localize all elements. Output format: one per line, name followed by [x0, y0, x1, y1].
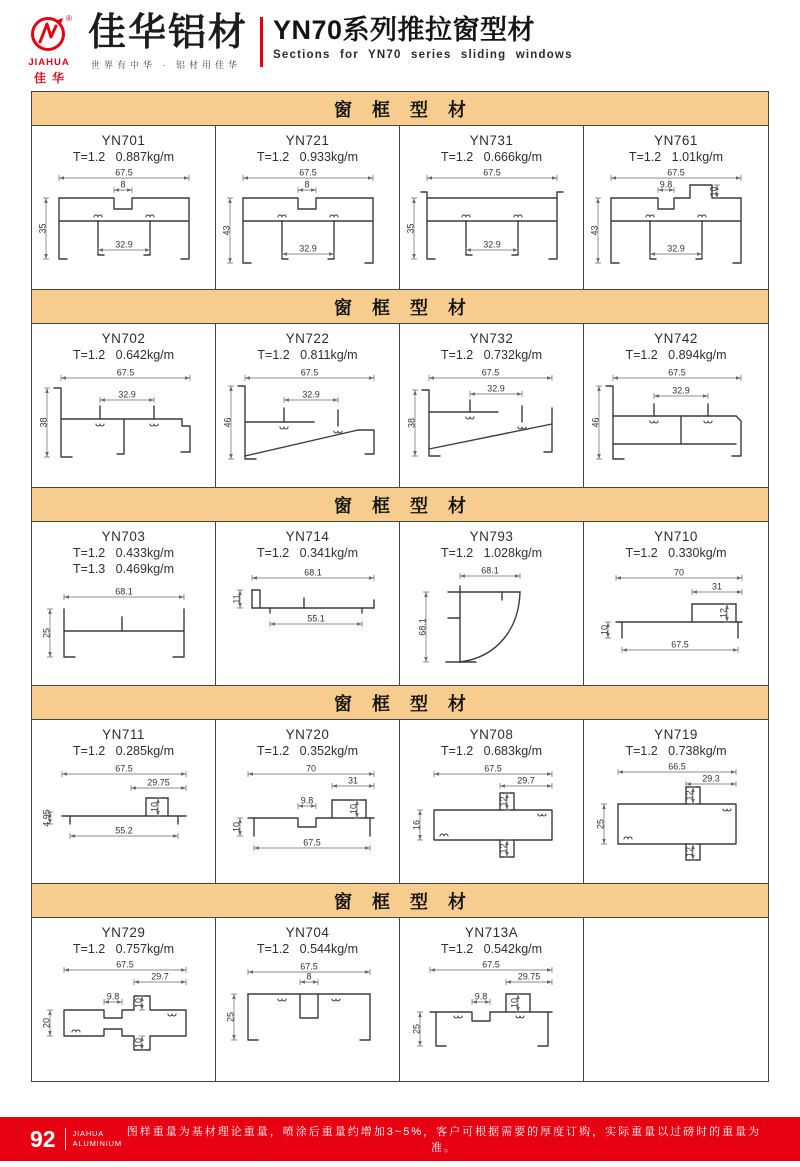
svg-text:29.75: 29.75 [146, 777, 170, 788]
svg-text:46: 46 [222, 417, 232, 428]
profile-code: YN719 [654, 727, 698, 742]
svg-text:8: 8 [303, 179, 310, 190]
profile-drawing-YN711 [34, 760, 214, 866]
profile-cell-YN761 [584, 126, 768, 289]
svg-text:70: 70 [673, 567, 685, 578]
svg-text:29.75: 29.75 [517, 971, 540, 982]
profile-code: YN722 [285, 331, 330, 346]
svg-text:32.9: 32.9 [672, 385, 690, 396]
profile-cell-YN721 [216, 126, 400, 289]
svg-text:12: 12 [684, 847, 695, 858]
profile-code: YN761 [654, 133, 698, 148]
profile-spec: T=1.2 0.894kg/m [625, 348, 727, 363]
svg-text:25: 25 [595, 819, 606, 830]
profile-cell-YN742 [584, 324, 768, 487]
profile-drawing-YN722 [218, 364, 398, 470]
profile-drawing-YN710 [586, 562, 766, 668]
svg-text:68.1: 68.1 [303, 567, 322, 578]
page-header [0, 0, 800, 88]
profile-spec: T=1.2 0.738kg/m [625, 744, 727, 759]
profile-drawing-YN708 [402, 760, 582, 866]
svg-text:12: 12 [498, 843, 508, 854]
header-divider [260, 17, 263, 67]
logo-text-en: JIAHUA [28, 57, 70, 68]
profile-row [32, 720, 768, 883]
profile-drawing-YN719 [586, 760, 766, 866]
svg-text:32.9: 32.9 [117, 389, 136, 400]
profile-code: YN732 [469, 331, 514, 346]
svg-text:8: 8 [119, 179, 126, 190]
page-number: 92 [30, 1125, 56, 1152]
svg-text:10: 10 [149, 802, 159, 813]
svg-text:55.2: 55.2 [114, 825, 133, 836]
profile-code: YN793 [469, 529, 514, 544]
registered-mark: ® [66, 14, 72, 23]
profile-table [31, 91, 769, 1082]
svg-text:25: 25 [225, 1012, 235, 1023]
svg-text:16: 16 [411, 820, 421, 831]
svg-text:67.5: 67.5 [114, 763, 133, 774]
svg-text:35: 35 [37, 223, 47, 234]
section-title: 窗框型材 [32, 92, 768, 126]
svg-text:11: 11 [231, 594, 241, 605]
svg-text:10: 10 [133, 1038, 143, 1049]
profile-row [32, 126, 768, 289]
profile-section-1 [32, 92, 768, 289]
series-title-cn: YN70系列推拉窗型材 [273, 15, 536, 45]
profile-drawing-YN732 [402, 364, 582, 470]
profile-drawing-YN703 [34, 579, 214, 685]
profile-section-3 [32, 487, 768, 685]
footer-divider [65, 1128, 66, 1150]
svg-text:29.7: 29.7 [516, 775, 535, 786]
svg-text:67.5: 67.5 [298, 167, 317, 178]
svg-text:32.9: 32.9 [482, 239, 501, 250]
svg-text:67.5: 67.5 [481, 959, 500, 970]
section-title: 窗框型材 [32, 685, 768, 720]
logo-text-cn: 佳华 [33, 71, 70, 85]
svg-text:9.8: 9.8 [659, 179, 673, 190]
profile-cell-YN711 [32, 720, 216, 883]
svg-text:12: 12 [684, 790, 695, 801]
profile-spec: T=1.3 0.469kg/m [72, 562, 175, 577]
jiahua-logo [14, 14, 84, 86]
profile-spec: T=1.2 0.352kg/m [256, 744, 359, 759]
svg-text:70: 70 [305, 763, 316, 774]
svg-text:29.7: 29.7 [150, 971, 169, 982]
footer-brand-line2: ALUMINIUM [72, 1139, 122, 1148]
profile-code: YN713A [464, 925, 519, 940]
svg-text:29.3: 29.3 [702, 773, 720, 784]
svg-text:31: 31 [347, 775, 358, 786]
profile-drawing-YN793 [402, 562, 582, 668]
svg-text:32.9: 32.9 [301, 389, 320, 400]
svg-text:25: 25 [411, 1024, 421, 1035]
profile-section-5 [32, 883, 768, 1081]
svg-text:67.5: 67.5 [302, 837, 321, 848]
svg-text:38: 38 [406, 418, 416, 429]
profile-section-4 [32, 685, 768, 883]
profile-spec: T=1.2 1.028kg/m [440, 546, 543, 561]
page-footer [0, 1117, 800, 1161]
profile-spec: T=1.2 0.732kg/m [440, 348, 543, 363]
profile-drawing-YN729 [34, 958, 214, 1064]
profile-cell-YN714 [216, 522, 400, 685]
profile-code: YN720 [285, 727, 330, 742]
profile-code: YN742 [654, 331, 698, 346]
profile-spec: T=1.2 0.642kg/m [72, 348, 175, 363]
section-title: 窗框型材 [32, 289, 768, 324]
profile-cell-YN722 [216, 324, 400, 487]
profile-spec: T=1.2 0.811kg/m [257, 348, 358, 363]
section-title: 窗框型材 [32, 883, 768, 918]
profile-cell-YN731 [400, 126, 584, 289]
footer-brand [73, 1129, 122, 1149]
profile-code: YN711 [102, 727, 145, 742]
svg-text:12: 12 [498, 796, 508, 807]
profile-drawing-YN714 [218, 562, 398, 668]
svg-text:43: 43 [221, 225, 231, 236]
profile-spec: T=1.2 0.933kg/m [256, 150, 359, 165]
profile-row [32, 918, 768, 1081]
profile-cell-YN713A [400, 918, 584, 1081]
profile-code: YN710 [654, 529, 698, 544]
company-name: 佳华铝材 [88, 12, 249, 54]
profile-code: YN731 [469, 133, 514, 148]
profile-spec: T=1.2 0.887kg/m [72, 150, 175, 165]
profile-drawing-YN742 [586, 364, 766, 470]
profile-code: YN704 [285, 925, 330, 940]
profile-spec: T=1.2 0.683kg/m [440, 744, 543, 759]
series-title-en: Sections for YN70 series sliding windows [273, 48, 573, 61]
profile-cell-YN719 [584, 720, 768, 883]
profile-spec: T=1.2 0.285kg/m [72, 744, 175, 759]
svg-text:32.9: 32.9 [667, 243, 685, 254]
svg-text:67.5: 67.5 [483, 763, 502, 774]
profile-cell-YN732 [400, 324, 584, 487]
svg-text:38: 38 [38, 417, 48, 428]
profile-cell-YN729 [32, 918, 216, 1081]
svg-text:68.1: 68.1 [480, 565, 499, 576]
profile-code: YN721 [285, 133, 330, 148]
profile-drawing-YN702 [34, 364, 214, 470]
svg-text:12: 12 [718, 608, 729, 619]
svg-text:67.5: 67.5 [481, 367, 499, 378]
profile-section-2 [32, 289, 768, 487]
company-slogan: 世界有中华 · 铝材用佳华 [91, 59, 241, 70]
profile-row [32, 324, 768, 487]
svg-text:32.9: 32.9 [114, 239, 133, 250]
profile-spec: T=1.2 0.341kg/m [256, 546, 359, 561]
svg-text:20: 20 [41, 1018, 51, 1029]
svg-text:46: 46 [590, 417, 601, 428]
svg-text:43: 43 [589, 225, 600, 236]
svg-text:67.5: 67.5 [299, 961, 318, 972]
svg-text:10: 10 [133, 998, 143, 1009]
profile-cell-YN720 [216, 720, 400, 883]
svg-text:10: 10 [231, 822, 241, 833]
profile-cell-YN708 [400, 720, 584, 883]
svg-text:68.1: 68.1 [417, 618, 427, 637]
profile-cell-YN704 [216, 918, 400, 1081]
svg-text:9.8: 9.8 [300, 795, 313, 806]
profile-spec: T=1.2 0.542kg/m [440, 942, 543, 957]
svg-text:10: 10 [348, 804, 358, 815]
profile-cell-empty [584, 918, 768, 1081]
svg-text:10: 10 [599, 625, 610, 636]
svg-text:25: 25 [41, 627, 51, 638]
profile-code: YN729 [101, 925, 146, 940]
svg-text:31: 31 [711, 581, 723, 592]
profile-drawing-YN721 [218, 166, 398, 272]
svg-text:4.95: 4.95 [41, 809, 51, 828]
profile-code: YN701 [101, 133, 146, 148]
svg-text:67.5: 67.5 [116, 367, 134, 378]
svg-text:10: 10 [708, 186, 719, 197]
company-block [88, 14, 248, 71]
profile-code: YN703 [101, 529, 146, 544]
profile-drawing-YN713A [402, 958, 582, 1064]
profile-drawing-YN720 [218, 760, 398, 866]
profile-cell-YN710 [584, 522, 768, 685]
svg-text:68.1: 68.1 [114, 586, 133, 597]
profile-code: YN714 [285, 529, 330, 544]
svg-text:32.9: 32.9 [486, 383, 505, 394]
svg-text:67.5: 67.5 [482, 167, 501, 178]
series-titles [273, 14, 573, 61]
svg-text:55.1: 55.1 [306, 613, 325, 624]
profile-cell-YN701 [32, 126, 216, 289]
profile-spec: T=1.2 0.433kg/m [72, 546, 175, 561]
profile-spec: T=1.2 0.757kg/m [72, 942, 175, 957]
svg-text:66.5: 66.5 [668, 761, 686, 772]
profile-cell-YN703 [32, 522, 216, 685]
profile-drawing-YN731 [402, 166, 582, 272]
svg-text:8: 8 [305, 971, 312, 982]
profile-drawing-YN761 [586, 166, 766, 272]
svg-text:67.5: 67.5 [300, 367, 318, 378]
profile-row [32, 522, 768, 685]
svg-text:67.5: 67.5 [115, 959, 134, 970]
profile-spec: T=1.2 0.330kg/m [625, 546, 727, 561]
profile-cell-YN702 [32, 324, 216, 487]
profile-spec: T=1.2 0.544kg/m [256, 942, 359, 957]
profile-spec: T=1.2 0.666kg/m [440, 150, 543, 165]
svg-text:35: 35 [405, 223, 415, 234]
footer-note: 图样重量为基材理论重量，喷涂后重量约增加3~5%，客户可根据需要的厚度订购，实际重量以过磅时的重量为准。 [126, 1126, 762, 1154]
profile-cell-YN793 [400, 522, 584, 685]
profile-code: YN702 [101, 331, 146, 346]
profile-spec: T=1.2 1.01kg/m [628, 150, 724, 165]
section-title: 窗框型材 [32, 487, 768, 522]
svg-text:67.5: 67.5 [114, 167, 133, 178]
svg-text:10: 10 [509, 998, 519, 1009]
svg-text:67.5: 67.5 [671, 639, 689, 650]
profile-drawing-YN704 [218, 958, 398, 1064]
profile-drawing-YN701 [34, 166, 214, 272]
svg-text:67.5: 67.5 [667, 167, 685, 178]
svg-text:67.5: 67.5 [668, 367, 686, 378]
svg-text:9.8: 9.8 [106, 991, 119, 1002]
svg-text:9.8: 9.8 [474, 991, 487, 1002]
footer-brand-line1: JIAHUA [72, 1129, 105, 1139]
svg-text:32.9: 32.9 [298, 243, 317, 254]
profile-code: YN708 [469, 727, 514, 742]
